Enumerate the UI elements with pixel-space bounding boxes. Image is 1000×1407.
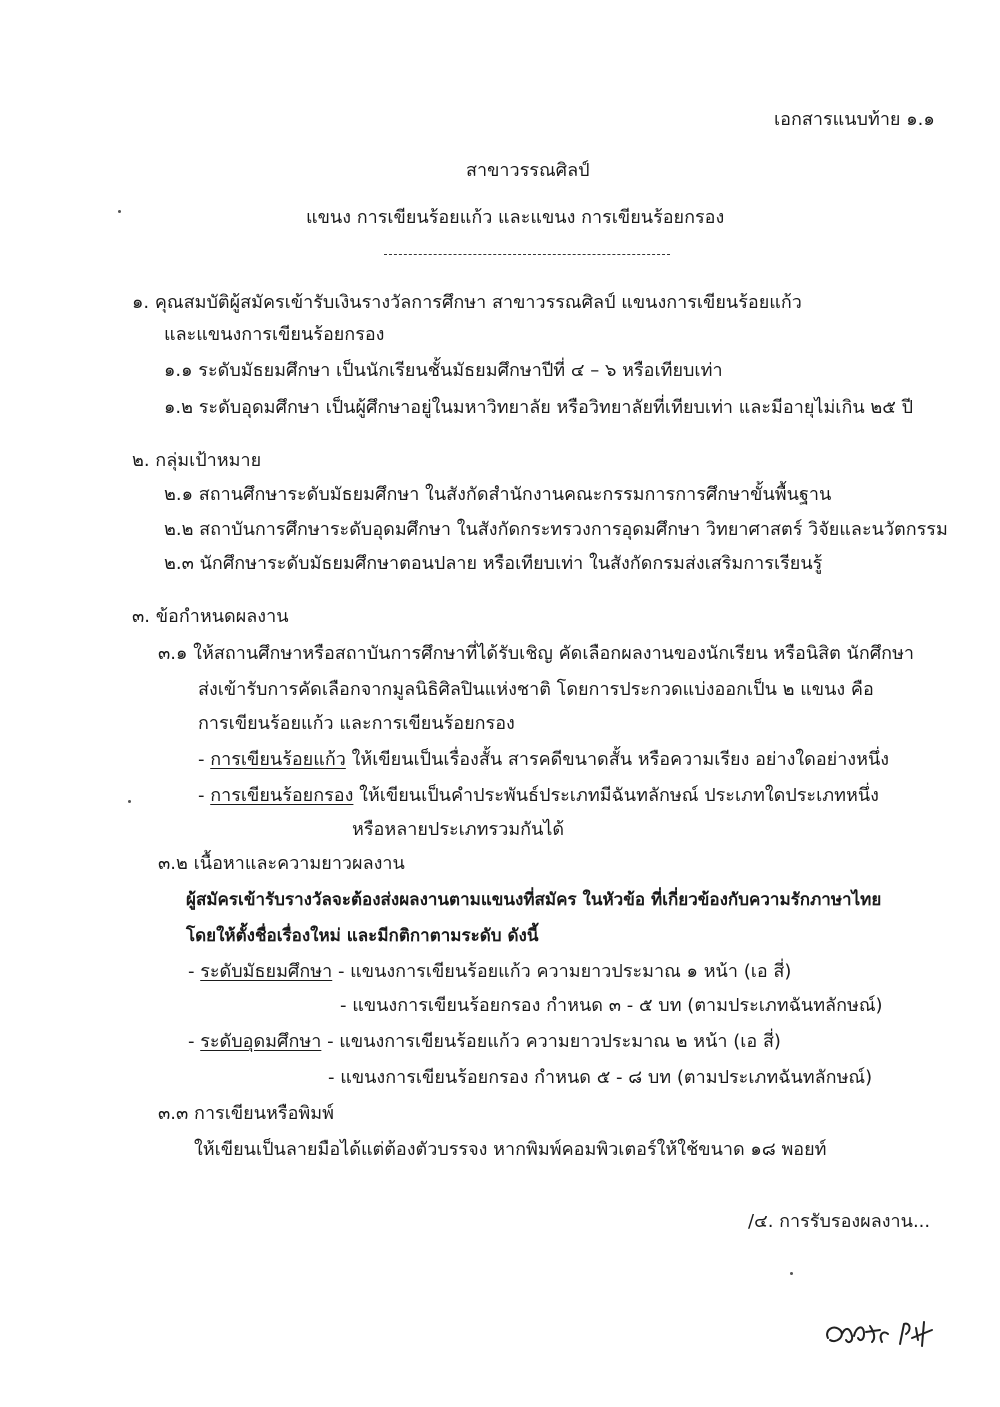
poetry-text: ให้เขียนเป็นคำประพันธ์ประเภทมีฉันทลักษณ์ ประเภทใดประเภทหนึ่ง [353, 785, 879, 806]
poetry-requirement-cont: หรือหลายประเภทรวมกันได้ [352, 819, 565, 840]
section-1-2: ๑.๒ ระดับอุดมศึกษา เป็นผู้ศึกษาอยู่ในมหาวิทยาลัย หรือวิทยาลัยที่เทียบเท่า และมีอายุไม่เกิน ๒๕ ปี [164, 397, 914, 418]
attachment-reference: เอกสารแนบท้าย ๑.๑ [774, 109, 935, 130]
section-3-2-line1: ผู้สมัครเข้ารับรางวัลจะต้องส่งผลงานตามแขนงที่สมัคร ในหัวข้อ ที่เกี่ยวข้องกับความรักภาษาไทย [186, 890, 882, 910]
secondary-level-poetry: - แขนงการเขียนร้อยกรอง กำหนด ๓ - ๕ บท (ตามประเภทฉันทลักษณ์) [340, 995, 883, 1016]
secondary-prose-text: - แขนงการเขียนร้อยแก้ว ความยาวประมาณ ๑ หน้า (เอ สี่) [332, 961, 792, 982]
section-3-heading: ๓. ข้อกำหนดผลงาน [132, 606, 289, 627]
section-2-heading: ๒. กลุ่มเป้าหมาย [132, 450, 262, 471]
handwritten-signature [820, 1300, 950, 1360]
section-3-3-heading: ๓.๓ การเขียนหรือพิมพ์ [158, 1103, 334, 1124]
poetry-requirement [198, 784, 879, 808]
poetry-label: การเขียนร้อยกรอง [210, 785, 354, 806]
scan-speck [128, 800, 131, 803]
secondary-level-prose [188, 960, 791, 984]
section-3-2-line2: โดยให้ตั้งชื่อเรื่องใหม่ และมีกติกาตามระดับ ดังนี้ [186, 926, 539, 946]
scan-speck [790, 1272, 793, 1275]
section-3-3-line1: ให้เขียนเป็นลายมือได้แต่ต้องตัวบรรจง หากพิมพ์คอมพิวเตอร์ให้ใช้ขนาด ๑๘ พอยท์ [194, 1139, 827, 1160]
secondary-level-label: ระดับมัธยมศึกษา [200, 961, 333, 982]
scan-speck [118, 210, 121, 213]
section-2-3: ๒.๓ นักศึกษาระดับมัธยมศึกษาตอนปลาย หรือเทียบเท่า ในสังกัดกรมส่งเสริมการเรียนรู้ [164, 553, 823, 574]
section-3-1-line2: ส่งเข้ารับการคัดเลือกจากมูลนิธิศิลปินแห่งชาติ โดยการประกวดแบ่งออกเป็น ๒ แขนง คือ [198, 679, 874, 700]
continued-note: /๔. การรับรองผลงาน... [748, 1211, 931, 1232]
section-2-1: ๒.๑ สถานศึกษาระดับมัธยมศึกษา ในสังกัดสำนักงานคณะกรรมการการศึกษาขั้นพื้นฐาน [164, 484, 832, 505]
prose-requirement [198, 748, 889, 772]
section-1-1: ๑.๑ ระดับมัธยมศึกษา เป็นนักเรียนชั้นมัธยมศึกษาปีที่ ๔ – ๖ หรือเทียบเท่า [164, 360, 723, 381]
bullet-dash: - [198, 749, 211, 770]
university-level-prose [188, 1030, 781, 1054]
university-level-label: ระดับอุดมศึกษา [200, 1031, 322, 1052]
section-2-2: ๒.๒ สถาบันการศึกษาระดับอุดมศึกษา ในสังกัดกระทรวงการอุดมศึกษา วิทยาศาสตร์ วิจัยและนวัตกรรม [164, 519, 948, 540]
section-1-heading: ๑. คุณสมบัติผู้สมัครเข้ารับเงินรางวัลการศึกษา สาขาวรรณศิลป์ แขนงการเขียนร้อยแก้ว [132, 292, 802, 313]
branch-heading: สาขาวรรณศิลป์ [466, 160, 590, 181]
section-1-heading-cont: และแขนงการเขียนร้อยกรอง [164, 324, 385, 345]
bullet-dash: - [198, 785, 211, 806]
bullet-dash: - [188, 961, 201, 982]
section-3-1-line3: การเขียนร้อยแก้ว และการเขียนร้อยกรอง [198, 713, 515, 734]
university-level-poetry: - แขนงการเขียนร้อยกรอง กำหนด ๕ - ๘ บท (ตามประเภทฉันทลักษณ์) [328, 1067, 873, 1088]
title-divider [384, 254, 670, 255]
section-3-1-line1: ๓.๑ ให้สถานศึกษาหรือสถาบันการศึกษาที่ได้รับเชิญ คัดเลือกผลงานของนักเรียน หรือนิสิต นักศึกษา [158, 643, 915, 664]
university-prose-text: - แขนงการเขียนร้อยแก้ว ความยาวประมาณ ๒ หน้า (เอ สี่) [321, 1031, 781, 1052]
section-3-2-heading: ๓.๒ เนื้อหาและความยาวผลงาน [158, 853, 405, 874]
prose-label: การเขียนร้อยแก้ว [210, 749, 346, 770]
prose-text: ให้เขียนเป็นเรื่องสั้น สารคดีขนาดสั้น หรือความเรียง อย่างใดอย่างหนึ่ง [345, 749, 890, 770]
bullet-dash: - [188, 1031, 201, 1052]
document-title: แขนง การเขียนร้อยแก้ว และแขนง การเขียนร้อยกรอง [306, 207, 725, 228]
